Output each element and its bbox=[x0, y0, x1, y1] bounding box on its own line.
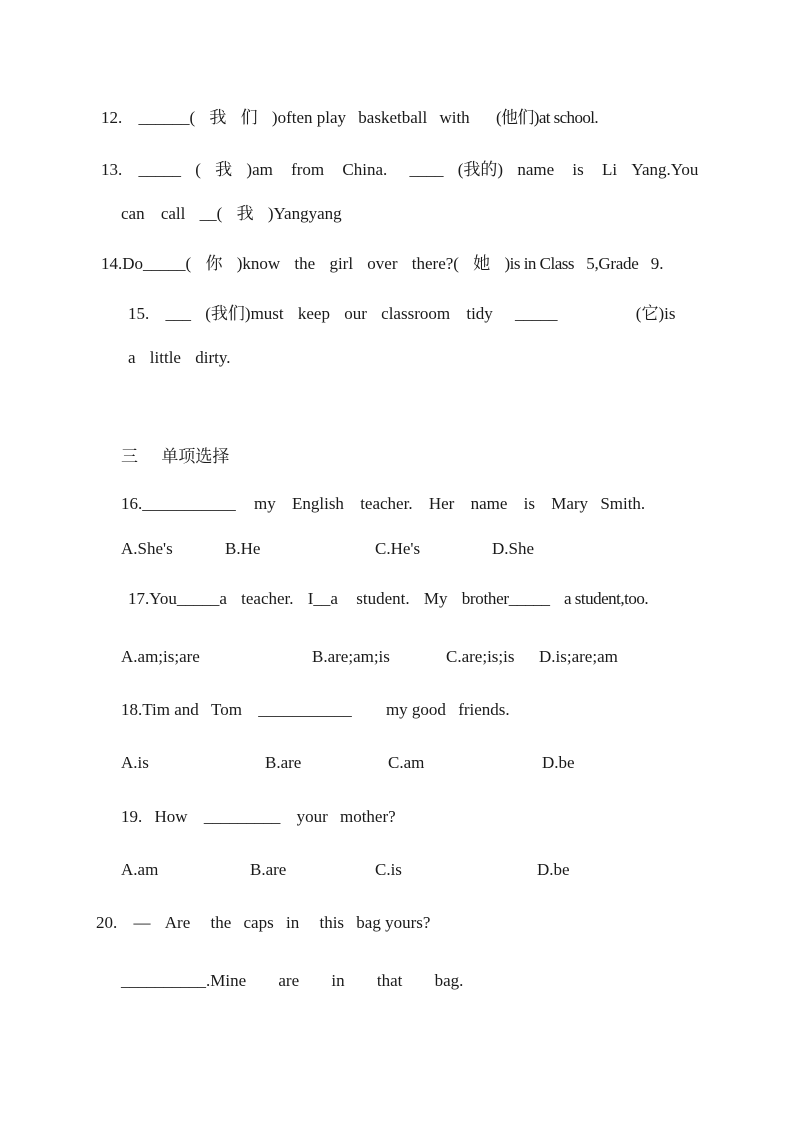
q15-text: our bbox=[344, 304, 367, 323]
section-title: 单项选择 bbox=[161, 447, 230, 467]
option-b: B.are;am;is bbox=[312, 647, 390, 666]
option-c: C.are;is;is bbox=[446, 647, 515, 666]
q19-text: How bbox=[154, 807, 188, 826]
question-15-line-2 bbox=[128, 348, 230, 368]
q15-text: tidy bbox=[466, 304, 493, 323]
q13-text: (我的) bbox=[457, 160, 504, 179]
q13-hint-char: 我 bbox=[215, 160, 233, 179]
q16-text: is bbox=[523, 494, 535, 513]
q12-text: basketball bbox=[358, 108, 428, 127]
q17-text: teacher. bbox=[241, 589, 294, 608]
q13-text: Yang.You bbox=[631, 160, 699, 179]
q20-text: in bbox=[285, 913, 300, 932]
q14-text: there?( bbox=[411, 254, 459, 273]
q16-blank: 16.___________ bbox=[121, 494, 236, 513]
question-20-answer bbox=[121, 971, 463, 991]
question-20 bbox=[96, 913, 430, 933]
q20-text: this bbox=[319, 913, 345, 932]
option-b: B.He bbox=[225, 539, 261, 558]
question-19 bbox=[121, 807, 396, 827]
option-a: A.am bbox=[121, 860, 159, 879]
q14-text: girl bbox=[329, 254, 354, 273]
q15-text: (我们)must bbox=[205, 304, 284, 323]
question-13-line-1 bbox=[101, 160, 698, 180]
q20-blank: __________.Mine bbox=[121, 971, 247, 990]
q13-text: )Yangyang bbox=[267, 204, 342, 223]
q13-blank: _____ bbox=[138, 160, 181, 179]
q13-number: 13. bbox=[101, 160, 123, 179]
q17-text: student. bbox=[356, 589, 410, 608]
q14-text: the bbox=[294, 254, 316, 273]
q15-text: little bbox=[149, 348, 181, 367]
q13-text: can bbox=[121, 204, 145, 223]
q12-hint-char: 们 bbox=[240, 108, 258, 127]
q13-hint-char: 我 bbox=[236, 204, 254, 223]
question-12 bbox=[101, 108, 598, 128]
q14-text: over bbox=[367, 254, 398, 273]
q20-text: the bbox=[210, 913, 232, 932]
q16-text: Smith. bbox=[600, 494, 646, 513]
option-a: A.She's bbox=[121, 539, 173, 558]
question-14 bbox=[101, 254, 663, 274]
q14-blank: 14.Do_____( bbox=[101, 254, 192, 273]
option-b: B.are bbox=[250, 860, 287, 879]
q15-blank: ___ bbox=[165, 304, 191, 323]
q15-text: a bbox=[128, 348, 136, 367]
q18-blank: ___________ bbox=[258, 700, 352, 719]
q15-blank: _____ bbox=[515, 304, 558, 323]
option-d: D.is;are;am bbox=[539, 647, 618, 666]
option-a: A.am;is;are bbox=[121, 647, 200, 666]
q14-text: 5,Grade bbox=[586, 254, 639, 273]
q17-text: I__a bbox=[307, 589, 338, 608]
q12-hint-char: 我 bbox=[209, 108, 227, 127]
q20-text: in bbox=[331, 971, 345, 990]
q13-text: Li bbox=[602, 160, 618, 179]
q17-text: a student,too. bbox=[563, 589, 649, 608]
option-d: D.be bbox=[537, 860, 570, 879]
option-c: C.is bbox=[375, 860, 402, 879]
q13-text: name bbox=[517, 160, 555, 179]
q12-text: (他们)at school. bbox=[495, 108, 599, 127]
q12-text: with bbox=[439, 108, 470, 127]
q20-text: are bbox=[278, 971, 300, 990]
section-heading bbox=[121, 447, 229, 467]
option-d: D.She bbox=[492, 539, 535, 558]
option-d: D.be bbox=[542, 753, 575, 772]
q19-number: 19. bbox=[121, 807, 143, 826]
q12-text: )often play bbox=[271, 108, 347, 127]
q16-text: Mary bbox=[551, 494, 589, 513]
q20-number: 20. bbox=[96, 913, 118, 932]
q15-text: classroom bbox=[381, 304, 451, 323]
option-c: C.am bbox=[388, 753, 425, 772]
q18-text: Tom bbox=[211, 700, 242, 719]
q13-text: from bbox=[291, 160, 325, 179]
q17-text: 17.You_____a bbox=[128, 589, 227, 608]
q13-text: call bbox=[160, 204, 186, 223]
q16-text: teacher. bbox=[360, 494, 413, 513]
question-13-line-2 bbox=[121, 204, 342, 224]
q18-text: 18.Tim and bbox=[121, 700, 199, 719]
q12-blank: ______( bbox=[138, 108, 196, 127]
q16-text: Her bbox=[428, 494, 455, 513]
q16-text: English bbox=[291, 494, 344, 513]
q20-text: Are bbox=[164, 913, 191, 932]
q15-number: 15. bbox=[128, 304, 150, 323]
q14-text: )is in Class bbox=[504, 254, 575, 273]
q14-hint-char: 你 bbox=[205, 254, 223, 273]
q13-text: China. bbox=[342, 160, 388, 179]
q20-text: bag. bbox=[434, 971, 464, 990]
question-16 bbox=[121, 494, 645, 514]
q13-text: )am bbox=[246, 160, 273, 179]
q16-text: name bbox=[470, 494, 508, 513]
q17-text: brother_____ bbox=[461, 589, 550, 608]
option-b: B.are bbox=[265, 753, 302, 772]
q16-text: my bbox=[254, 494, 276, 513]
q20-text: caps bbox=[243, 913, 274, 932]
q20-text: bag yours? bbox=[356, 913, 431, 932]
option-a: A.is bbox=[121, 753, 149, 772]
q15-text: dirty. bbox=[195, 348, 231, 367]
question-17 bbox=[128, 589, 648, 609]
question-15-line-1 bbox=[128, 304, 675, 324]
q14-text: )know bbox=[236, 254, 281, 273]
q13-blank: ____ bbox=[409, 160, 444, 179]
q12-number: 12. bbox=[101, 108, 123, 127]
q19-blank: _________ bbox=[203, 807, 281, 826]
q18-text: my good bbox=[385, 700, 446, 719]
q15-text: keep bbox=[297, 304, 330, 323]
q13-text: ( bbox=[195, 160, 201, 179]
q13-text: is bbox=[572, 160, 584, 179]
q14-hint-char: 她 bbox=[473, 254, 491, 273]
section-number: 三 bbox=[121, 447, 138, 467]
q19-text: your bbox=[296, 807, 328, 826]
q13-blank: __( bbox=[199, 204, 223, 223]
option-c: C.He's bbox=[375, 539, 421, 558]
q14-text: 9. bbox=[650, 254, 664, 273]
q17-text: My bbox=[423, 589, 448, 608]
question-18 bbox=[121, 700, 510, 720]
q20-text: that bbox=[376, 971, 403, 990]
q19-text: mother? bbox=[339, 807, 396, 826]
q18-text: friends. bbox=[458, 700, 510, 719]
q15-text: (它)is bbox=[635, 304, 676, 323]
q20-dash: — bbox=[133, 913, 151, 932]
